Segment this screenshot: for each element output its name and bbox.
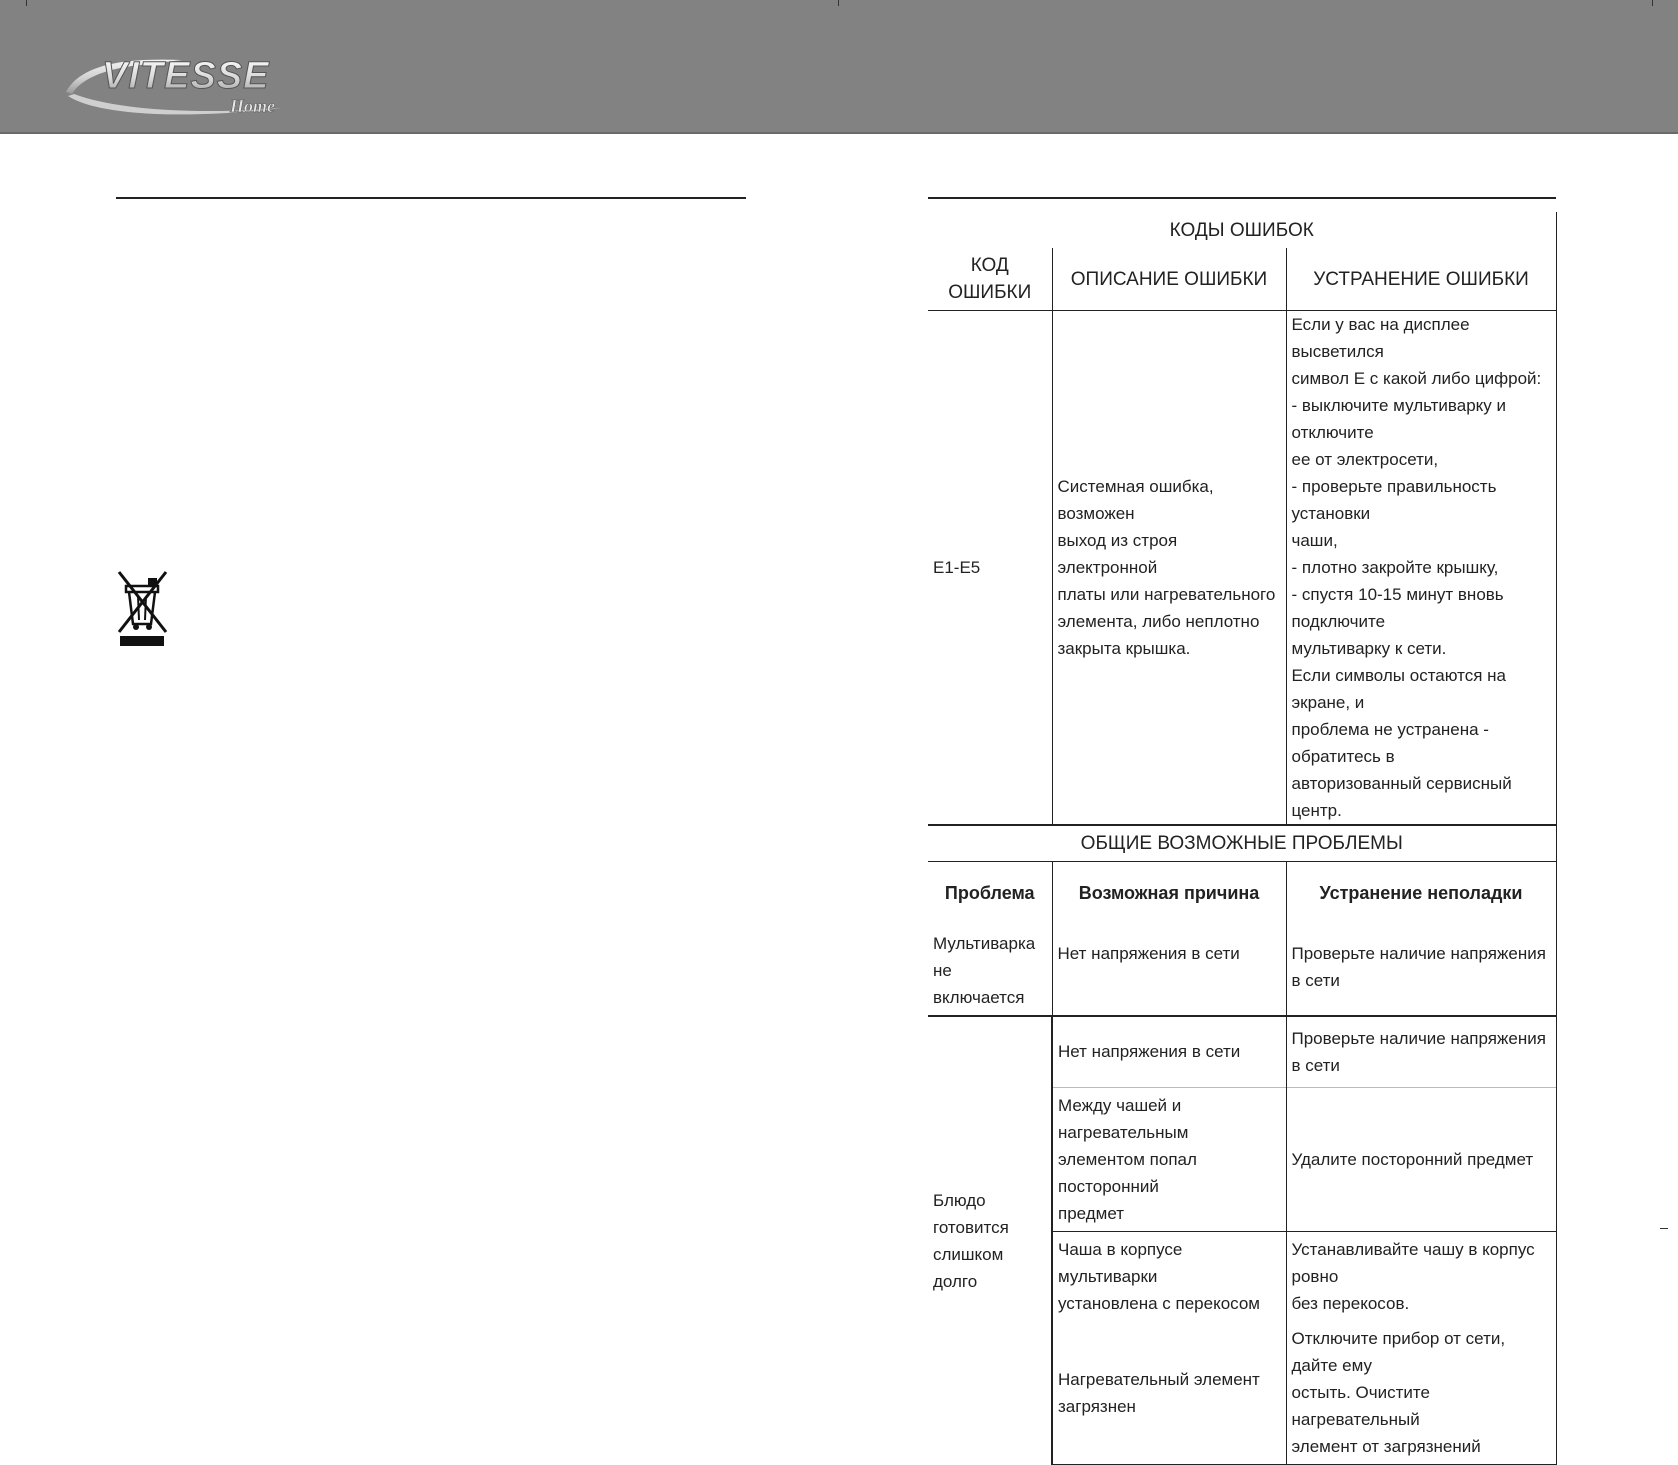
cause-text	[1052, 1321, 1286, 1465]
error-description	[1052, 311, 1286, 826]
cause-text	[1052, 1088, 1286, 1232]
problem-line: готовится	[933, 1217, 1009, 1237]
solution-line: - выключите мультиварку и отключите	[1291, 396, 1507, 442]
crop-mark	[838, 0, 839, 6]
problem-line: слишком долго	[933, 1244, 1004, 1291]
error-codes-title-row	[928, 212, 1556, 248]
problem-line: Блюдо	[933, 1190, 986, 1210]
col-header-fix: Устранение неполадки	[1286, 862, 1556, 926]
weee-crossed-bin-icon	[116, 568, 172, 648]
fix-text	[1286, 1088, 1556, 1232]
problem-line: включается	[933, 987, 1025, 1007]
description-line: выход из строя электронной	[1057, 531, 1178, 577]
fix-text: Проверьте наличие напряжения в сети	[1286, 926, 1556, 1016]
error-codes-header-row	[928, 248, 1556, 311]
description-line: закрыта крышка.	[1057, 639, 1191, 658]
solution-line: Если у вас на дисплее высветился	[1291, 315, 1470, 361]
cause-text	[1052, 1232, 1286, 1322]
error-code-row	[928, 311, 1556, 826]
solution-line: чаши,	[1291, 531, 1338, 550]
problem-text	[928, 926, 1052, 1016]
problem-row	[928, 1016, 1556, 1088]
page-header	[0, 0, 1678, 134]
fix-line: элемент от загрязнений	[1291, 1437, 1481, 1456]
troubleshooting-table	[928, 212, 1557, 1465]
error-solution	[1286, 311, 1556, 826]
cause-line: Между чашей и нагревательным	[1058, 1096, 1189, 1142]
fix-text	[1286, 1321, 1556, 1465]
fix-line: Проверьте наличие напряжения в сети	[1291, 1028, 1546, 1075]
col-header-solution: УСТРАНЕНИЕ ОШИБКИ	[1286, 248, 1556, 311]
fix-line: остыть. Очистите нагревательный	[1291, 1383, 1430, 1429]
crop-mark	[26, 0, 27, 6]
solution-line: ее от электросети,	[1291, 450, 1439, 469]
cause-text: Нет напряжения в сети	[1052, 926, 1286, 1016]
crop-mark	[1652, 0, 1653, 6]
error-code: E1-E5	[928, 311, 1052, 826]
common-problems-title: ОБЩИЕ ВОЗМОЖНЫЕ ПРОБЛЕМЫ	[928, 825, 1556, 862]
fix-line: Устанавливайте чашу в корпус ровно	[1291, 1240, 1535, 1286]
fix-text	[1286, 1016, 1556, 1088]
description-line: Системная ошибка, возможен	[1057, 477, 1214, 523]
solution-line: мультиварку к сети.	[1291, 639, 1447, 658]
col-header-code: КОД ОШИБКИ	[948, 255, 1032, 303]
cause-line: Чаша в корпусе мультиварки	[1058, 1240, 1183, 1286]
problem-text	[928, 1016, 1052, 1465]
solution-line: авторизованный сервисный центр.	[1291, 774, 1512, 820]
logo-sub-text: Home	[230, 96, 275, 116]
solution-line: проблема не устранена - обратитесь в	[1291, 720, 1489, 766]
problem-line: Мультиварка не	[933, 933, 1036, 980]
left-section-rule	[116, 197, 746, 199]
cause-line: элементом попал посторонний	[1058, 1150, 1197, 1196]
solution-line: - проверьте правильность установки	[1291, 477, 1497, 523]
cause-line: Нет напряжения в сети	[1058, 1042, 1241, 1062]
col-header-cause: Возможная причина	[1052, 862, 1286, 926]
cause-line: установлена с перекосом	[1058, 1294, 1260, 1313]
problem-row	[928, 926, 1556, 1016]
fix-line: Отключите прибор от сети, дайте ему	[1291, 1329, 1506, 1375]
cause-text	[1052, 1016, 1286, 1088]
cause-line: предмет	[1058, 1204, 1125, 1223]
solution-line: Если символы остаются на экране, и	[1291, 666, 1507, 712]
fix-line: Удалите посторонний предмет	[1291, 1150, 1534, 1169]
common-problems-title-row	[928, 825, 1556, 862]
fix-line: без перекосов.	[1291, 1294, 1410, 1313]
fix-text	[1286, 1232, 1556, 1322]
description-line: платы или нагревательного	[1057, 585, 1276, 604]
error-codes-title: КОДЫ ОШИБОК	[928, 212, 1556, 248]
common-problems-header-row	[928, 862, 1556, 926]
description-line: элемента, либо неплотно	[1057, 612, 1260, 631]
col-header-problem: Проблема	[944, 883, 1035, 904]
cause-line: загрязнен	[1058, 1396, 1136, 1416]
cause-line: Нагревательный элемент	[1058, 1369, 1260, 1389]
right-section-rule	[928, 197, 1556, 199]
solution-line: - спустя 10-15 минут вновь подключите	[1291, 585, 1504, 631]
solution-line: символ E с какой либо цифрой:	[1291, 369, 1542, 388]
logo-brand-text: VITESSE	[102, 55, 270, 97]
crop-mark	[1660, 1228, 1668, 1229]
solution-line: - плотно закройте крышку,	[1291, 558, 1499, 577]
col-header-description: ОПИСАНИЕ ОШИБКИ	[1052, 248, 1286, 311]
vitesse-logo	[62, 52, 302, 122]
